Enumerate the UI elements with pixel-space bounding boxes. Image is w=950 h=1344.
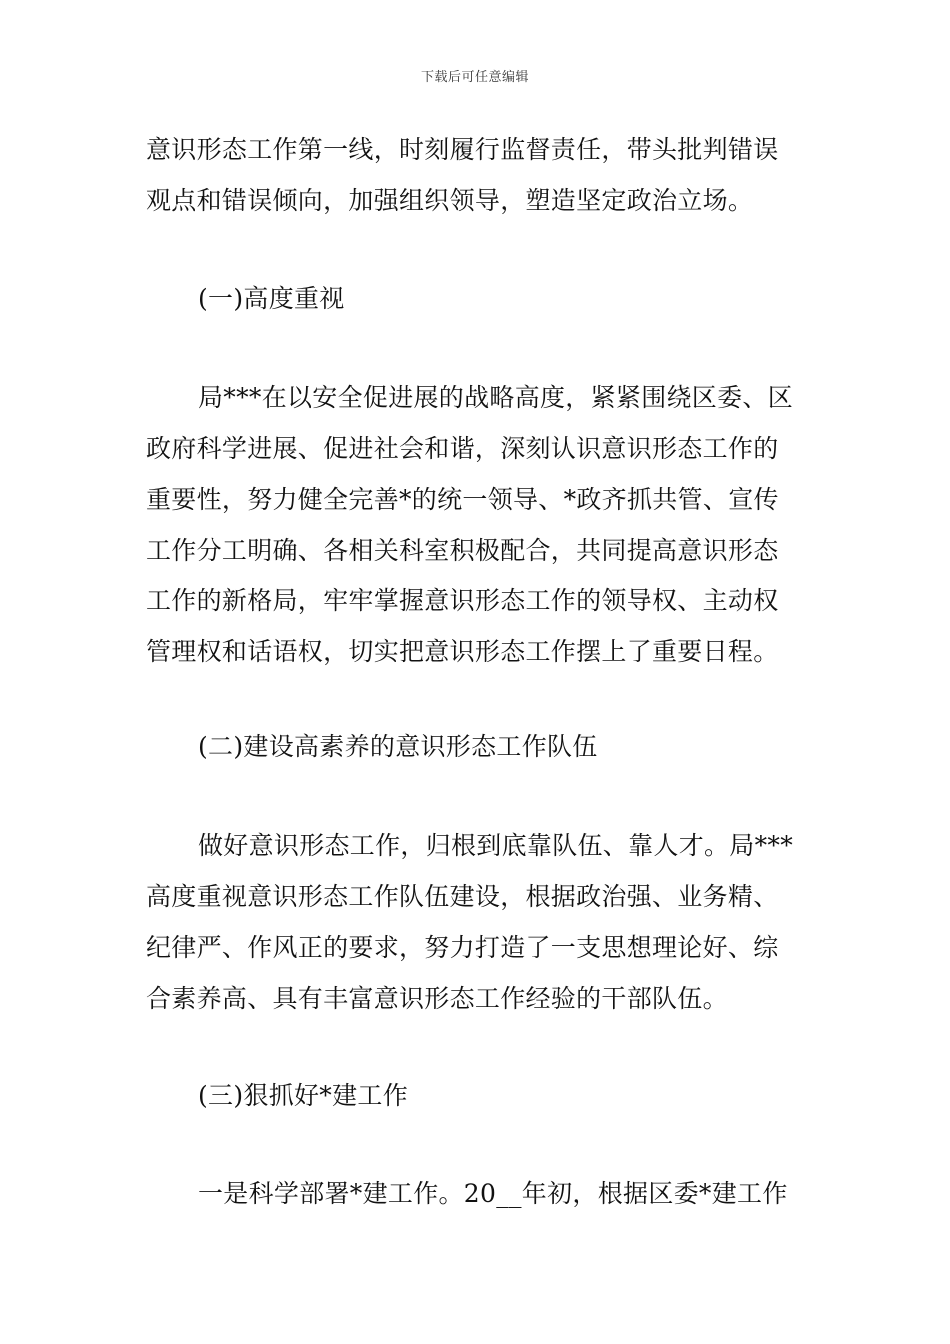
body-line: 管理权和话语权，切实把意识形态工作摆上了重要日程。 (146, 637, 779, 666)
section-heading: (三)狠抓好*建工作 (198, 1081, 409, 1110)
body-line: 重要性，努力健全完善*的统一领导、*政齐抓共管、宣传 (146, 485, 779, 514)
download-note: 下载后可任意编辑 (420, 70, 529, 85)
body-line: 工作分工明确、各相关科室积极配合，共同提高意识形态 (146, 536, 779, 565)
body-line: 观点和错误倾向，加强组织领导，塑造坚定政治立场。 (146, 186, 754, 215)
section-heading: (二)建设高素养的意识形态工作队伍 (198, 732, 598, 761)
body-line: 高度重视意识形态工作队伍建设，根据政治强、业务精、 (146, 882, 779, 911)
section-heading: (一)高度重视 (198, 284, 345, 313)
body-line: 意识形态工作第一线，时刻履行监督责任，带头批判错误 (146, 135, 779, 164)
paragraph-first-line: 做好意识形态工作，归根到底靠队伍、靠人才。局*** (198, 831, 794, 860)
body-line: 纪律严、作风正的要求，努力打造了一支思想理论好、综 (146, 933, 779, 962)
paragraph-first-line: 局***在以安全促进展的战略高度，紧紧围绕区委、区 (198, 383, 794, 412)
paragraph-first-line: 一是科学部署*建工作。20__年初，根据区委*建工作 (198, 1179, 788, 1208)
body-line: 政府科学进展、促进社会和谐，深刻认识意识形态工作的 (146, 434, 779, 463)
body-line: 合素养高、具有丰富意识形态工作经验的干部队伍。 (146, 984, 728, 1013)
body-line: 工作的新格局，牢牢掌握意识形态工作的领导权、主动权 (146, 586, 779, 615)
